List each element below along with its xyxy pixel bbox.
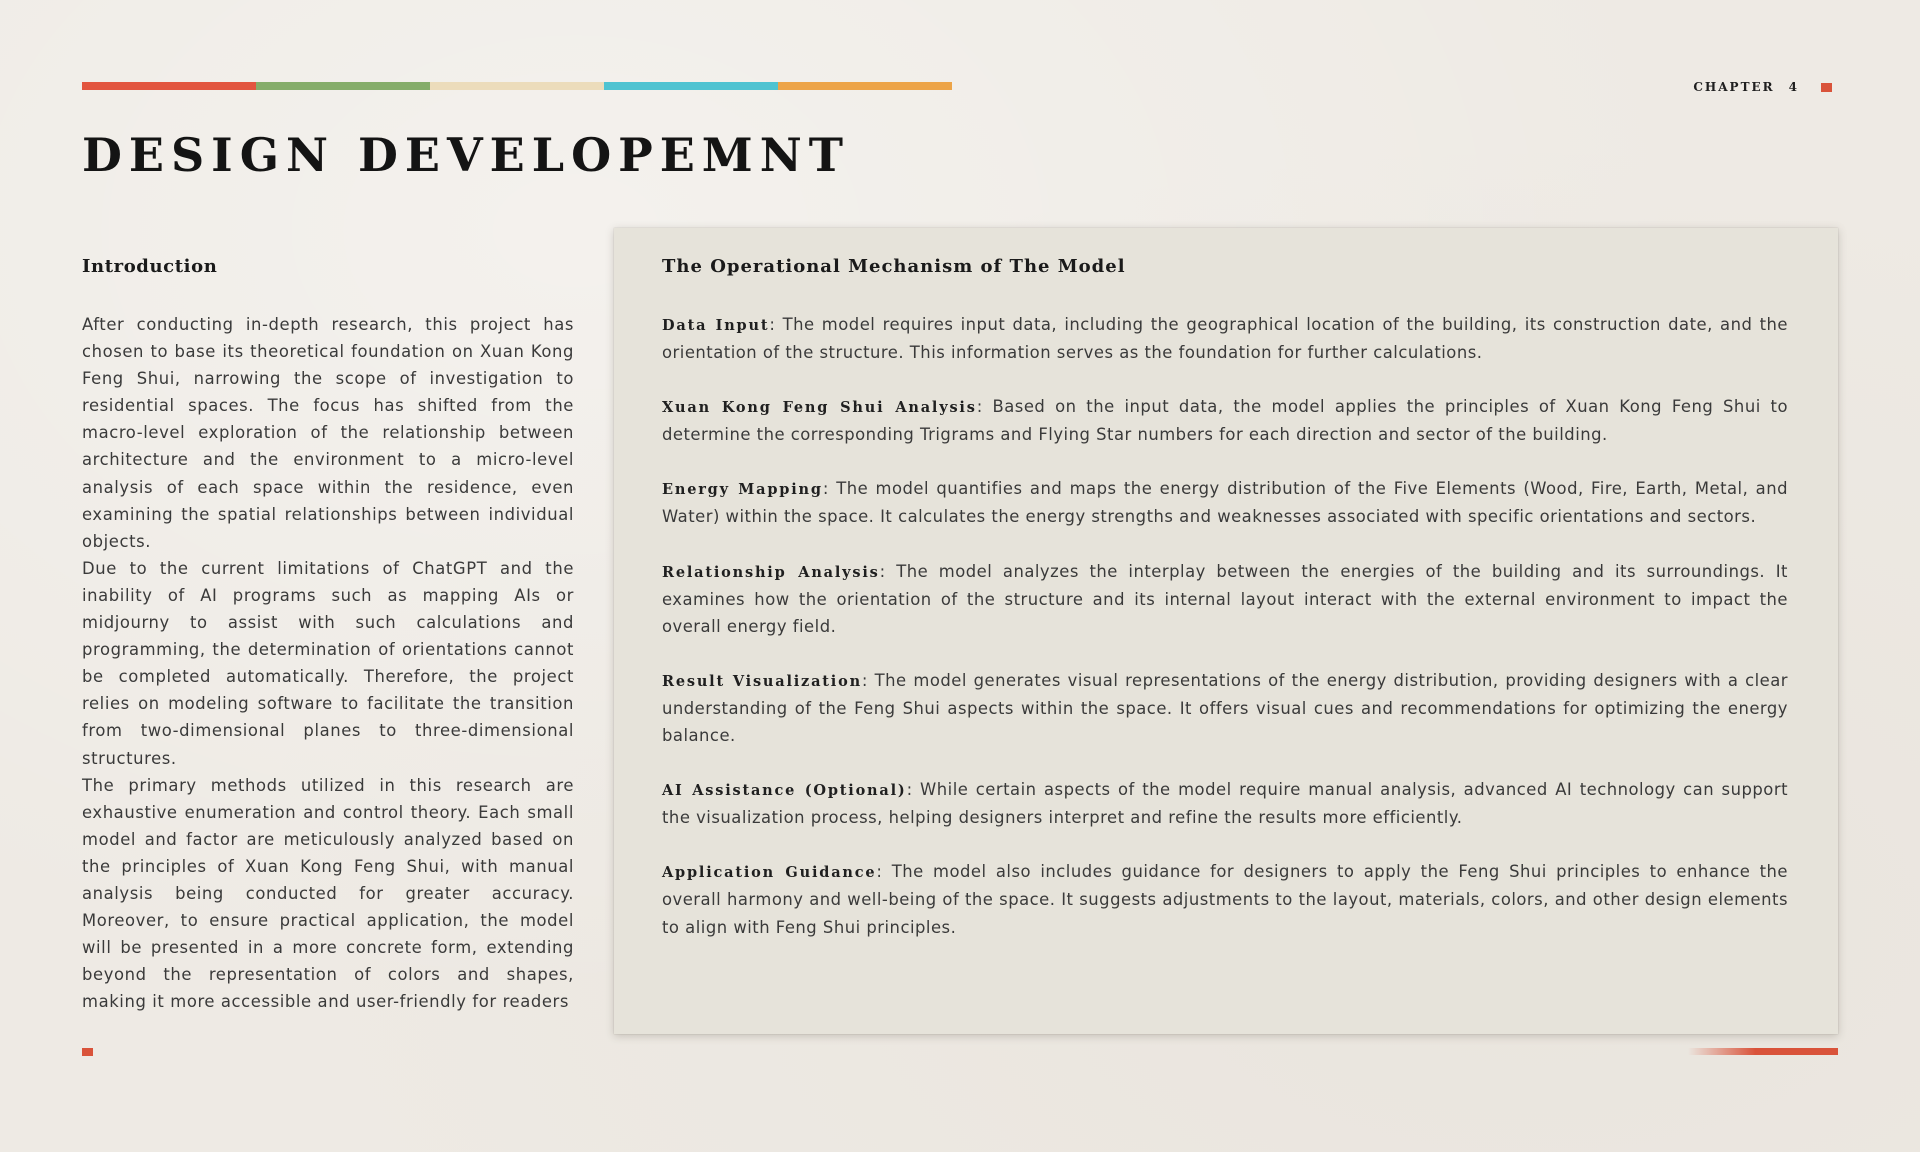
mechanism-term: Relationship Analysis [662,563,880,581]
color-bar-segment [82,82,256,90]
mechanism-item-relationship-analysis [662,558,1788,640]
mechanism-item-xuan-kong-analysis [662,393,1788,448]
mechanism-item-application-guidance [662,858,1788,940]
mechanism-term: Xuan Kong Feng Shui Analysis [662,399,977,417]
mechanism-term: Data Input [662,317,770,334]
mechanism-item-data-input [662,311,1788,366]
color-bar-segment [778,82,952,90]
mechanism-text: : The model requires input data, including the geographical location of the building, its construction date, and the orientation of the structure. This information serves as the foundation for further calculations. [662,315,1788,363]
mechanism-heading: The Operational Mechanism of The Model [662,256,1126,277]
mechanism-item-energy-mapping [662,475,1788,530]
mechanism-text: : The model quantifies and maps the energy distribution of the Five Elements (Wood, Fire, Earth, Metal, and Water) within the space. It calculates the energy strengths and weaknesses associated with specific orientations and sectors. [662,479,1788,527]
intro-paragraph: After conducting in-depth research, this project has chosen to base its theoretical foundation on Xuan Kong Feng Shui, narrowing the scope of investigation to residential spaces. The focus has shifted from the macro-level exploration of the relationship between architecture and the environment to a micro-level analysis of each space within the residence, even examining the spatial relationships between individual objects. [82,315,574,551]
mechanism-term: Energy Mapping [662,481,823,499]
bottom-accent-rule [1688,1048,1838,1055]
mechanism-term: Application Guidance [662,864,877,882]
intro-body [82,311,574,1015]
mechanism-panel [614,228,1838,1034]
mechanism-item-result-visualization [662,667,1788,749]
chapter-marker-icon [1821,83,1832,92]
mechanism-term: AI Assistance (Optional) [662,782,907,800]
color-bar [82,82,952,90]
mechanism-text: : While certain aspects of the model require manual analysis, advanced AI technology can support the visualization process, helping designers interpret and refine the results more efficiently. [662,780,1788,828]
intro-heading: Introduction [82,256,218,277]
intro-end-marker-icon [82,1048,93,1056]
chapter-indicator [1693,80,1832,94]
chapter-label: CHAPTER [1693,80,1775,94]
intro-paragraph: Due to the current limitations of ChatGPT and the inability of AI programs such as mapping AIs or midjourny to assist with such calculations and programming, the determination of orientations cannot be completed automatically. Therefore, the project relies on modeling software to facilitate the transition from two-dimensional planes to three-dimensional structures. [82,558,574,768]
mechanism-text: : The model generates visual representations of the energy distribution, providing designers with a clear understanding of the Feng Shui aspects within the space. It offers visual cues and recommendations for optimizing the energy balance. [662,670,1789,746]
page-title: DESIGN DEVELOPEMNT [82,128,851,182]
mechanism-item-ai-assistance [662,776,1788,831]
chapter-number: 4 [1788,80,1799,94]
intro-section [82,256,574,1015]
mechanism-text: : The model also includes guidance for designers to apply the Feng Shui principles to enhance the overall harmony and well-being of the space. It suggests adjustments to the layout, materials, colors, and other design elements to align with Feng Shui principles. [662,862,1788,937]
color-bar-segment [430,82,604,90]
color-bar-segment [604,82,778,90]
mechanism-term: Result Visualization [662,672,862,690]
color-bar-segment [256,82,430,90]
mechanism-text: : The model analyzes the interplay between the energies of the building and its surroundings. It examines how the orientation of the structure and its internal layout interact with the external environment to impact the overall energy field. [662,561,1788,636]
mechanism-list [662,311,1788,941]
intro-paragraph: The primary methods utilized in this research are exhaustive enumeration and control theory. Each small model and factor are meticulously analyzed based on the principles of Xuan Kong Feng Shui, with manual analysis being conducted for greater accuracy. Moreover, to ensure practical application, the model will be presented in a more concrete form, extending beyond the representation of colors and shapes, making it more accessible and user-friendly for readers [82,775,574,1012]
mechanism-text: : Based on the input data, the model applies the principles of Xuan Kong Feng Shui to determine the corresponding Trigrams and Flying Star numbers for each direction and sector of the building. [662,397,1789,445]
